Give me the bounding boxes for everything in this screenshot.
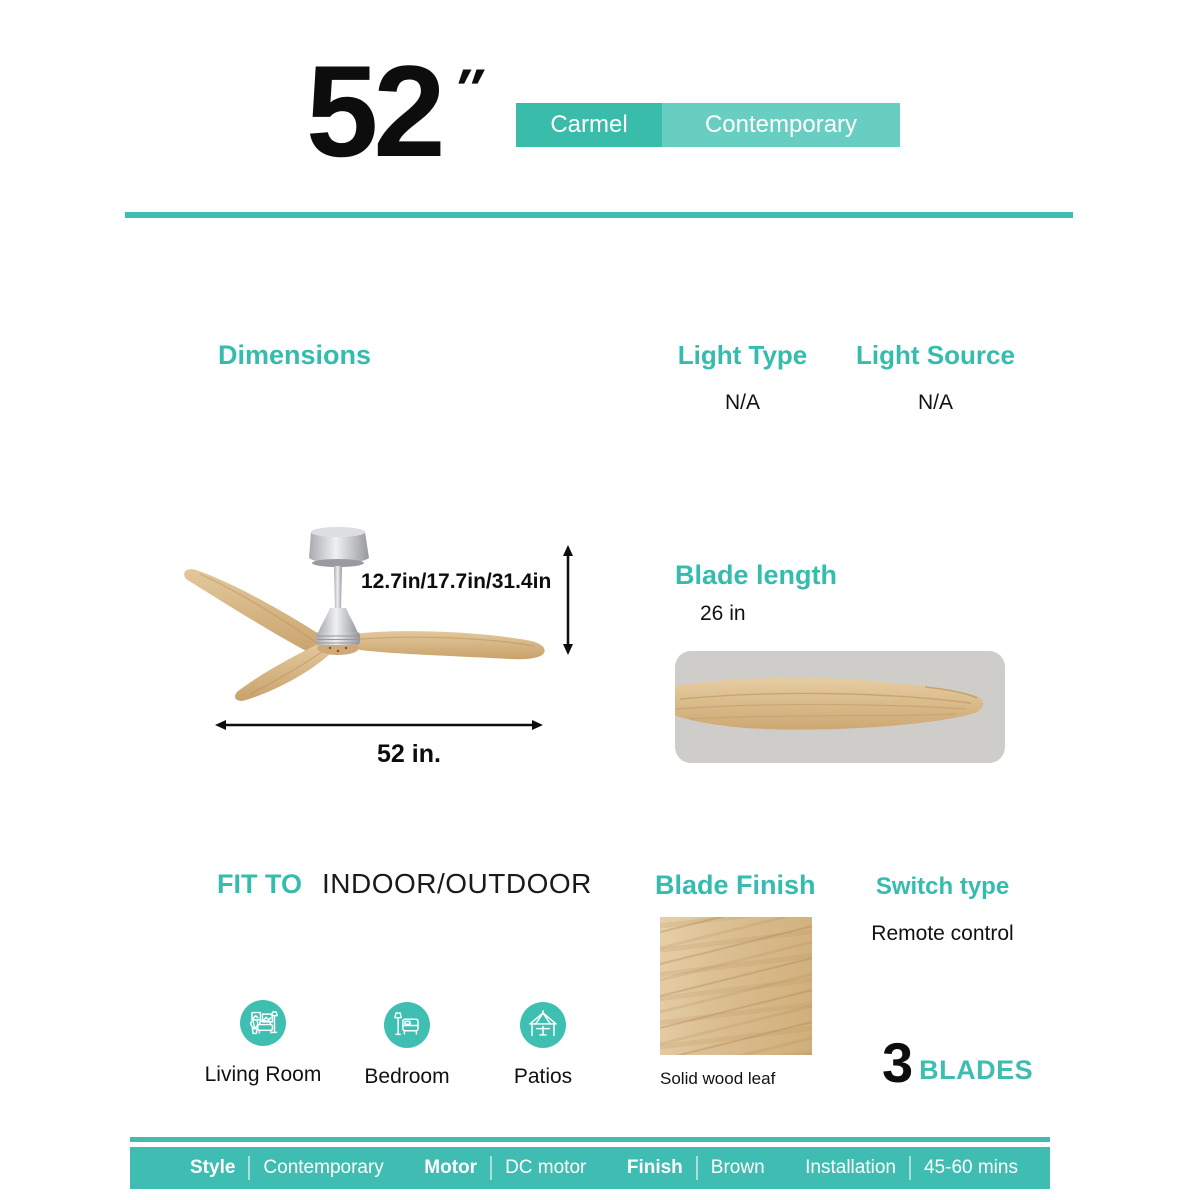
footer-motor: [424, 1156, 586, 1180]
footer-separator: [490, 1156, 492, 1180]
light-source-column: [843, 340, 1028, 415]
fit-to-row: [217, 868, 592, 900]
light-type-heading: Light Type: [677, 340, 808, 370]
blade-photo-panel: [675, 651, 1005, 763]
room-living-room: [188, 1000, 338, 1087]
inch-mark: ″: [447, 57, 489, 120]
fan-dimension-diagram: [160, 522, 610, 767]
divider: [125, 212, 1073, 218]
fan-size: [306, 38, 489, 184]
switch-type-value: Remote control: [871, 922, 1014, 945]
blade-finish-heading: Blade Finish: [655, 870, 816, 900]
light-type-column: [660, 340, 825, 415]
living-room-icon: [240, 1000, 286, 1046]
footer-finish-value: Brown: [710, 1157, 765, 1178]
room-label: Patios: [513, 1065, 573, 1088]
footer-style-label: Style: [190, 1157, 236, 1178]
light-source-heading: Light Source: [856, 340, 1015, 370]
bedroom-icon: [384, 1002, 430, 1048]
footer-style-value: Contemporary: [263, 1157, 384, 1178]
footer-style: [190, 1156, 384, 1180]
footer-stripe: [130, 1137, 1050, 1142]
footer-motor-value: DC motor: [505, 1157, 587, 1178]
footer-separator: [248, 1156, 250, 1180]
footer-separator: [696, 1156, 698, 1180]
fit-to-value: INDOOR/OUTDOOR: [322, 868, 592, 899]
blade-count-number: 3: [882, 1031, 914, 1094]
product-badge: [516, 103, 900, 147]
blade-length-value: 26 in: [700, 602, 746, 625]
fit-to-label: FIT TO: [217, 869, 302, 899]
badge-product-style: Contemporary: [662, 103, 900, 147]
fan-size-number: 52: [306, 38, 441, 184]
light-type-value: N/A: [724, 391, 760, 414]
footer-finish: [627, 1156, 765, 1180]
footer-installation: [805, 1156, 1018, 1180]
wood-finish-swatch: [660, 917, 812, 1055]
fan-width-dimension: 52 in.: [377, 740, 441, 768]
blade-count-block: [882, 1031, 1034, 1094]
blade-illustration: [675, 651, 1005, 763]
light-source-value: N/A: [917, 391, 953, 414]
footer-spec-bar: [130, 1147, 1050, 1189]
blade-length-heading: Blade length: [675, 560, 838, 590]
room-label: Bedroom: [364, 1065, 450, 1088]
room-patios: [468, 1002, 618, 1089]
fan-height-dimension: 12.7in/17.7in/31.4in: [361, 570, 552, 593]
badge-product-name: Carmel: [516, 103, 662, 147]
footer-separator: [909, 1156, 911, 1180]
switch-type-heading: Switch type: [875, 873, 1010, 900]
footer-motor-label: Motor: [424, 1157, 478, 1178]
room-bedroom: [332, 1002, 482, 1089]
ceiling-fan-illustration: [160, 522, 610, 767]
footer-installation-value: 45-60 mins: [923, 1157, 1018, 1178]
patio-icon: [520, 1002, 566, 1048]
wood-finish-caption: Solid wood leaf: [660, 1069, 776, 1088]
room-label: Living Room: [204, 1063, 322, 1086]
footer-finish-label: Finish: [626, 1157, 683, 1178]
blade-count-label: BLADES: [919, 1055, 1034, 1086]
footer-installation-label: Installation: [805, 1157, 896, 1178]
dimensions-heading: Dimensions: [218, 340, 372, 370]
